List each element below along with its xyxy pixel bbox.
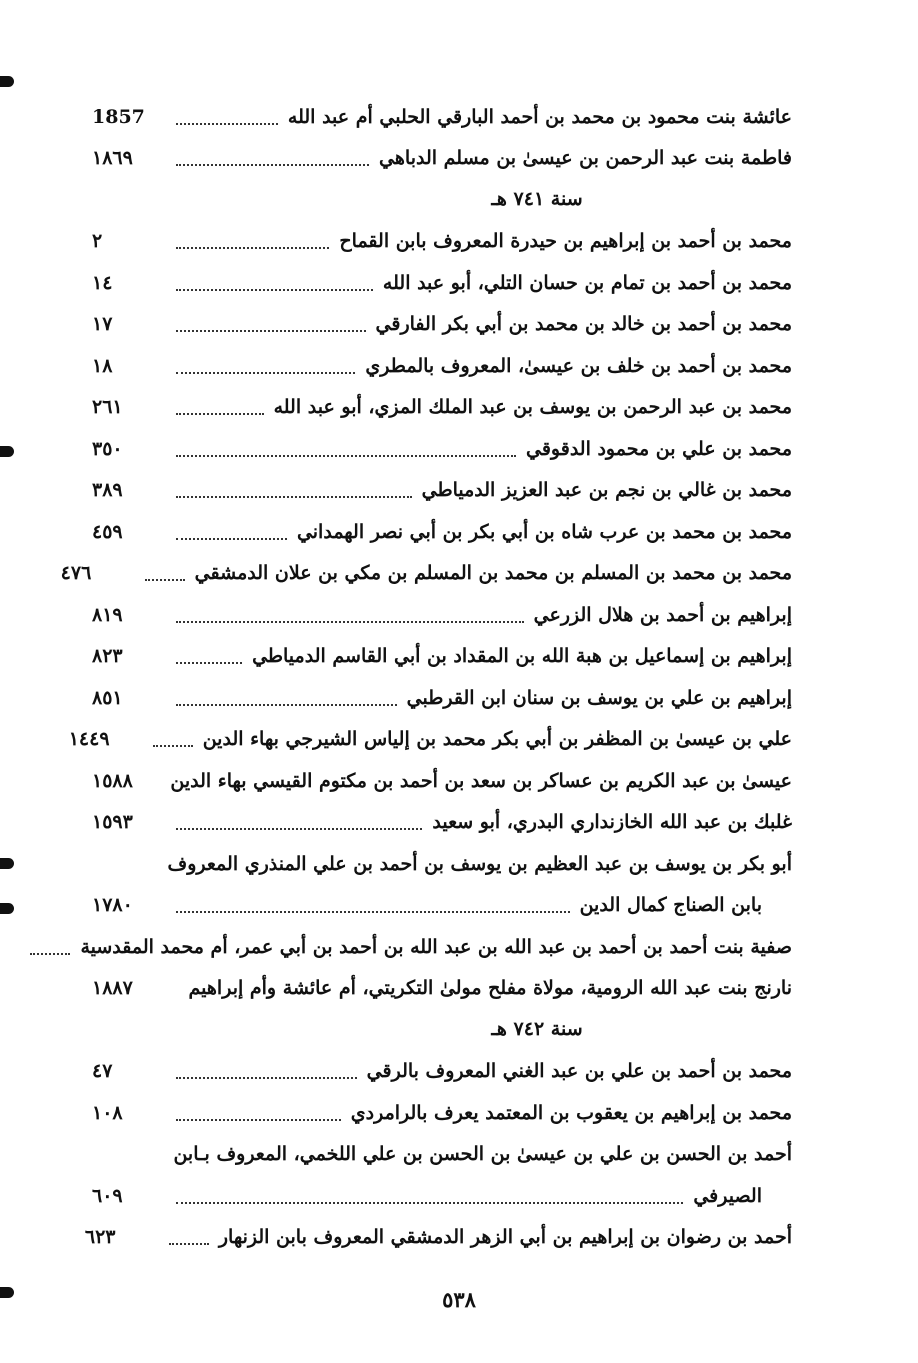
index-entry: [92, 885, 792, 927]
entry-name: محمد بن عبد الرحمن بن يوسف بن عبد الملك المزي، أبو عبد الله: [273, 396, 792, 419]
entry-number: ٦٢٣: [84, 1226, 116, 1249]
entry-name: إبراهيم بن إسماعيل بن هبة الله بن المقداد بن أبي القاسم الدمياطي: [252, 645, 792, 668]
index-entry: [68, 719, 792, 761]
entry-number: ٣٨٩: [92, 479, 123, 502]
entry-name: محمد بن غالي بن نجم بن عبد العزيز الدمياطي: [421, 479, 792, 502]
page-number: ٥٣٨: [442, 1287, 476, 1312]
scan-edge-mark: [0, 858, 14, 869]
index-entry: [92, 843, 792, 885]
dot-leader: [176, 330, 366, 332]
entry-number: ٢: [92, 230, 103, 253]
dot-leader: [145, 579, 185, 581]
index-entry: [92, 968, 792, 1010]
entry-number: ١٤: [92, 271, 113, 294]
dot-leader: [176, 704, 397, 706]
entry-name: محمد بن محمد بن عرب شاه بن أبي بكر بن أبي نصر الهمداني: [296, 520, 792, 543]
dot-leader: [176, 164, 369, 166]
index-entry: [92, 636, 792, 678]
index-entry: [84, 1217, 792, 1259]
entry-number: ٤٧: [92, 1060, 113, 1083]
entry-number: ٣٥٠: [92, 437, 123, 460]
index-entry: [92, 1134, 792, 1176]
entry-name: علي بن عيسىٰ بن المظفر بن أبي بكر محمد بن إلياس الشيرجي بهاء الدين: [202, 728, 792, 751]
index-entry: [92, 96, 792, 138]
entry-name: إبراهيم بن أحمد بن هلال الزرعي: [533, 603, 792, 626]
index-entry: [92, 511, 792, 553]
index-entry: [92, 138, 792, 180]
index-entry: [60, 553, 792, 595]
entry-name: محمد بن أحمد بن خالد بن محمد بن أبي بكر الفارقي: [375, 313, 792, 336]
dot-leader: [176, 496, 412, 498]
dot-leader: [176, 1077, 357, 1079]
entry-number: ٤٥٩: [92, 520, 123, 543]
scan-edge-mark: [0, 446, 14, 457]
entry-number: ٢٦١: [92, 396, 123, 419]
entry-name: محمد بن أحمد بن علي بن عبد الغني المعروف بالرقي: [366, 1060, 792, 1083]
dot-leader: [30, 953, 70, 955]
dot-leader: [176, 289, 373, 291]
year-heading: سنة ٧٤١ هـ: [491, 188, 583, 210]
entry-name: محمد بن إبراهيم بن يعقوب بن المعتمد يعرف بالرامردي: [350, 1101, 792, 1124]
entry-number: ٨٢٣: [92, 645, 123, 668]
index-entry: [92, 345, 792, 387]
entry-name: أبو بكر بن يوسف بن عبد العظيم بن يوسف بن أحمد بن علي المنذري المعروف: [167, 852, 792, 875]
entry-number: ١٥٩٣: [92, 811, 133, 834]
index-entry: [92, 1092, 792, 1134]
scan-edge-mark: [0, 1287, 14, 1298]
dot-leader: [176, 372, 355, 374]
entry-number: ٤٧٦: [60, 562, 92, 585]
entry-name: أحمد بن الحسن بن علي بن عيسىٰ بن الحسن بن علي اللخمي، المعروف بـابن: [173, 1143, 792, 1166]
dot-leader: [176, 1119, 341, 1121]
entry-name: فاطمة بنت عبد الرحمن بن عيسىٰ بن مسلم الدباهي: [379, 147, 792, 170]
index-entry: [92, 262, 792, 304]
entry-number: ١٨: [92, 354, 113, 377]
dot-leader: [176, 621, 524, 623]
entry-name: عيسىٰ بن عبد الكريم بن عساكر بن سعد بن أحمد بن مكتوم القيسي بهاء الدين: [170, 769, 792, 792]
entry-name: صفية بنت أحمد بن أحمد بن عبد الله بن عبد الله بن أحمد بن أبي عمر، أم محمد المقدسية: [80, 935, 792, 958]
scan-edge-mark: [0, 903, 14, 914]
index-entry: [92, 594, 792, 636]
entry-number: ٦٠٩: [92, 1184, 123, 1207]
entry-name: الصيرفي: [693, 1184, 762, 1207]
index-entry: [92, 1175, 792, 1217]
entry-number: [0, 936, 2, 958]
dot-leader: [153, 745, 193, 747]
index-entry: [92, 221, 792, 263]
index-entry: [92, 802, 792, 844]
entry-number: ١٨٨٧: [92, 977, 133, 1000]
entry-name: محمد بن محمد بن المسلم بن محمد بن المسلم بن مكي بن علان الدمشقي: [194, 562, 792, 585]
index-entry: [92, 470, 792, 512]
scan-edge-mark: [0, 76, 14, 87]
entry-name: نارنج بنت عبد الله الرومية، مولاة مفلح مولىٰ التكريتي، أم عائشة وأم إبراهيم: [188, 977, 792, 1000]
entry-name: محمد بن أحمد بن خلف بن عيسىٰ، المعروف بالمطري: [365, 354, 792, 377]
dot-leader: [176, 1202, 683, 1204]
dot-leader: [176, 413, 264, 415]
index-entry: [92, 387, 792, 429]
entry-number: ١٧٨٠: [92, 894, 133, 917]
entry-number: 1857: [92, 105, 145, 128]
year-heading: سنة ٧٤٢ هـ: [491, 1018, 583, 1040]
index-entry: [92, 1051, 792, 1093]
dot-leader: [176, 828, 422, 830]
entry-number: ١٧: [92, 313, 113, 336]
entry-number: ١٠٨: [92, 1101, 123, 1124]
dot-leader: [176, 662, 242, 664]
index-entry: [92, 428, 792, 470]
entry-number: ١٨٦٩: [92, 147, 133, 170]
dot-leader: [176, 247, 329, 249]
entry-name: غلبك بن عبد الله الخازنداري البدري، أبو سعيد: [432, 811, 792, 834]
entry-number: ٨١٩: [92, 603, 123, 626]
index-entry: [92, 304, 792, 346]
dot-leader: [176, 455, 516, 457]
entry-name: بابن الصناج كمال الدين: [579, 894, 762, 917]
entry-name: إبراهيم بن علي بن يوسف بن سنان ابن القرطبي: [406, 686, 792, 709]
index-entry: [80, 926, 792, 968]
dot-leader: [176, 911, 570, 913]
dot-leader: [169, 1243, 209, 1245]
entry-name: عائشة بنت محمود بن محمد بن أحمد البارقي الحلبي أم عبد الله: [287, 105, 792, 128]
entry-name: أحمد بن رضوان بن إبراهيم بن أبي الزهر الدمشقي المعروف بابن الزنهار: [218, 1226, 792, 1249]
entry-number: ٨٥١: [92, 686, 123, 709]
index-entry: [92, 760, 792, 802]
entry-name: محمد بن علي بن محمود الدقوقي: [526, 437, 792, 460]
entry-name: محمد بن أحمد بن إبراهيم بن حيدرة المعروف بابن القماح: [339, 230, 792, 253]
entry-name: محمد بن أحمد بن تمام بن حسان التلي، أبو عبد الله: [382, 271, 792, 294]
index-list: [60, 96, 792, 1258]
dot-leader: [176, 538, 287, 540]
entry-number: ١٥٨٨: [92, 769, 133, 792]
index-entry: [92, 677, 792, 719]
entry-number: ١٤٤٩: [68, 728, 110, 751]
dot-leader: [176, 123, 278, 125]
